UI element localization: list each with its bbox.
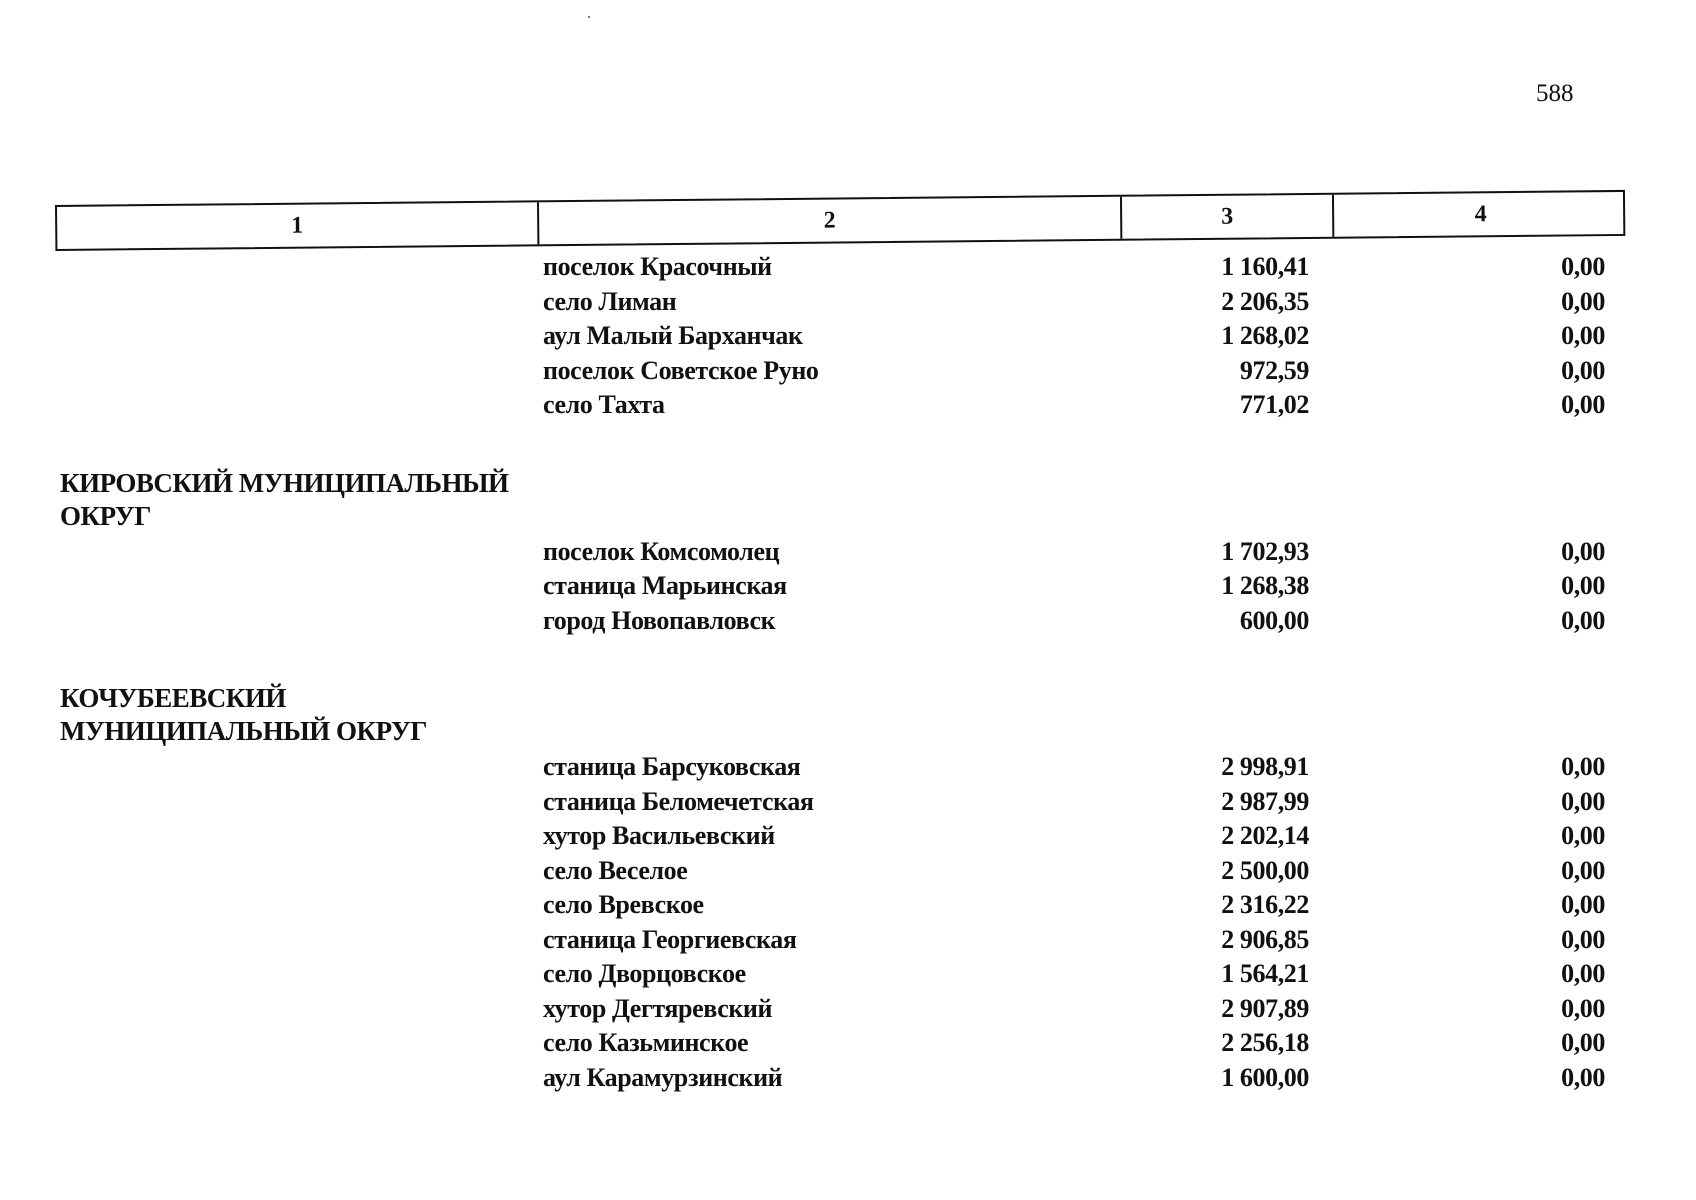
settlement-extra-value: 0,00 (1561, 286, 1605, 316)
settlement-extra-value: 0,00 (1561, 786, 1605, 816)
settlement-value: 2 500,00 (1221, 855, 1309, 885)
table-row (60, 785, 1630, 820)
settlement-name: хутор Дегтяревский (543, 993, 773, 1023)
table-row (60, 535, 1630, 570)
settlement-extra-value: 0,00 (1561, 252, 1605, 282)
district-heading: КОЧУБЕЕВСКИЙ МУНИЦИПАЛЬНЫЙ ОКРУГ (60, 683, 427, 746)
table-row (60, 854, 1630, 889)
settlement-extra-value: 0,00 (1561, 605, 1605, 635)
table-row (60, 750, 1630, 785)
table-row (60, 819, 1630, 854)
settlement-name: село Казьминское (543, 1028, 749, 1058)
settlement-name: станица Марьинская (543, 571, 787, 601)
settlement-name: станица Беломечетская (543, 786, 814, 816)
settlement-name: станица Георгиевская (543, 924, 797, 954)
settlement-extra-value: 0,00 (1561, 959, 1605, 989)
page-number: 588 (1536, 80, 1574, 107)
settlement-value: 771,02 (1239, 390, 1309, 420)
settlement-value: 2 998,91 (1221, 752, 1309, 782)
table-row (60, 992, 1630, 1027)
settlement-value: 2 316,22 (1221, 890, 1309, 920)
settlement-name: аул Карамурзинский (543, 1062, 783, 1092)
settlement-extra-value: 0,00 (1561, 752, 1605, 782)
table-body (60, 250, 1630, 1095)
table-row (60, 923, 1630, 958)
table-row (60, 569, 1630, 604)
settlement-extra-value: 0,00 (1561, 890, 1605, 920)
settlement-name: село Лиман (543, 286, 677, 316)
table-row (60, 888, 1630, 923)
table-header (55, 190, 1625, 251)
settlement-value: 1 268,38 (1221, 571, 1309, 601)
settlement-value: 1 268,02 (1221, 321, 1309, 351)
settlement-value: 2 202,14 (1221, 821, 1309, 851)
settlement-extra-value: 0,00 (1561, 855, 1605, 885)
settlement-extra-value: 0,00 (1561, 571, 1605, 601)
settlement-value: 1 564,21 (1221, 959, 1309, 989)
table-row (60, 604, 1630, 639)
settlement-value: 1 702,93 (1221, 536, 1309, 566)
table-row (60, 250, 1630, 285)
settlement-extra-value: 0,00 (1561, 821, 1605, 851)
section-gap (60, 423, 1630, 467)
settlement-name: село Вревское (543, 890, 704, 920)
settlement-extra-value: 0,00 (1561, 536, 1605, 566)
settlement-name: поселок Комсомолец (543, 536, 780, 566)
header-col-4: 4 (1332, 192, 1627, 237)
settlement-name: село Дворцовское (543, 959, 746, 989)
settlement-value: 2 907,89 (1221, 993, 1309, 1023)
table-row (60, 957, 1630, 992)
settlement-value: 2 987,99 (1221, 786, 1309, 816)
settlement-extra-value: 0,00 (1561, 355, 1605, 385)
settlement-extra-value: 0,00 (1561, 390, 1605, 420)
header-col-3: 3 (1120, 195, 1332, 239)
settlement-name: поселок Советское Руно (543, 355, 819, 385)
settlement-name: поселок Красочный (543, 252, 772, 282)
header-col-1: 1 (291, 212, 304, 239)
settlement-value: 2 256,18 (1221, 1028, 1309, 1058)
settlement-name: село Тахта (543, 390, 665, 420)
settlement-value: 1 600,00 (1221, 1062, 1309, 1092)
settlement-value: 600,00 (1239, 605, 1309, 635)
settlement-value: 972,59 (1239, 355, 1309, 385)
settlement-name: город Новопавловск (543, 605, 776, 635)
settlement-name: село Веселое (543, 855, 688, 885)
table-row (60, 285, 1630, 320)
section-gap (60, 638, 1630, 682)
table-row (60, 388, 1630, 423)
settlement-name: хутор Васильевский (543, 821, 775, 851)
settlement-name: аул Малый Барханчак (543, 321, 803, 351)
settlement-value: 2 906,85 (1221, 924, 1309, 954)
settlement-extra-value: 0,00 (1561, 993, 1605, 1023)
header-col-2: 2 (537, 197, 1120, 245)
table-row (60, 1061, 1630, 1096)
settlement-name: станица Барсуковская (543, 752, 801, 782)
table-row (60, 319, 1630, 354)
table-row (60, 354, 1630, 389)
district-heading: КИРОВСКИЙ МУНИЦИПАЛЬНЫЙ ОКРУГ (60, 467, 509, 531)
settlement-value: 1 160,41 (1221, 252, 1309, 282)
settlement-extra-value: 0,00 (1561, 1028, 1605, 1058)
settlement-extra-value: 0,00 (1561, 321, 1605, 351)
settlement-extra-value: 0,00 (1561, 1062, 1605, 1092)
settlement-value: 2 206,35 (1221, 286, 1309, 316)
table-row (60, 1026, 1630, 1061)
scan-speck (588, 16, 590, 18)
settlement-extra-value: 0,00 (1561, 924, 1605, 954)
